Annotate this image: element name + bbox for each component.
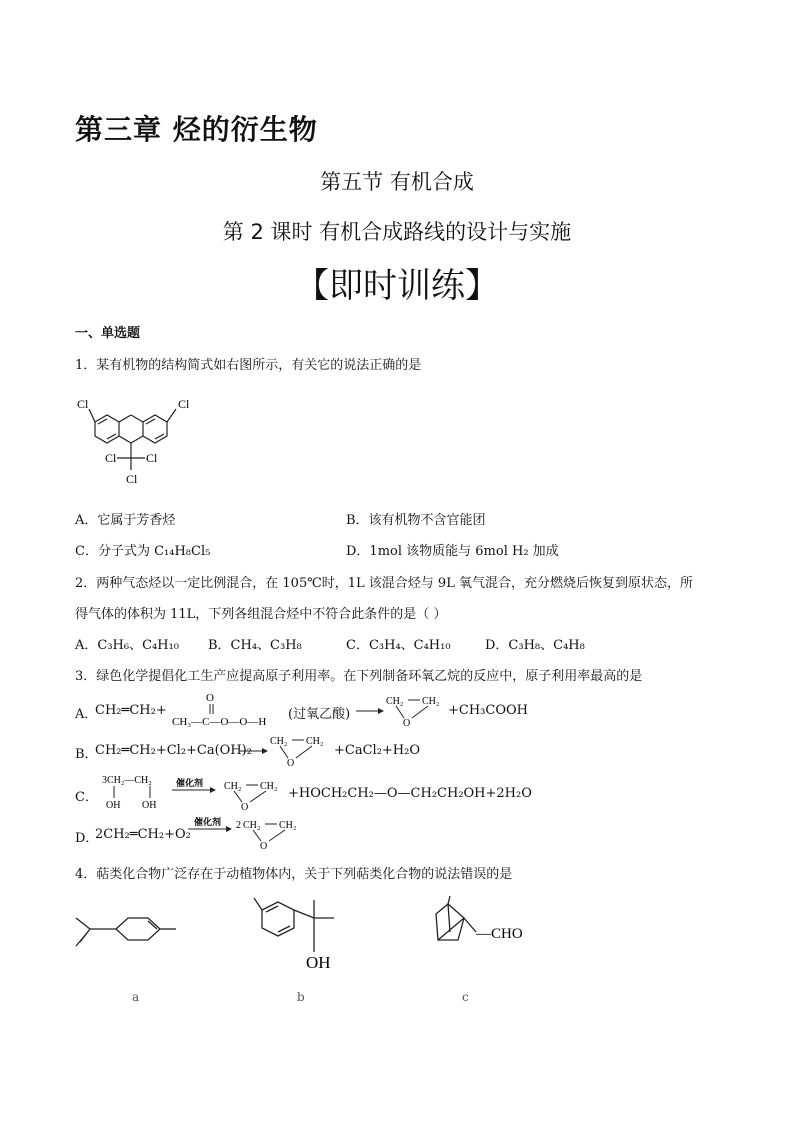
epoxide-ch2-label: CH₂ bbox=[279, 820, 297, 831]
compound-c-label: c bbox=[462, 990, 469, 1004]
catalyst-arrow-and-epoxide-c bbox=[172, 775, 286, 811]
hydroxyl-label: OH bbox=[142, 800, 157, 811]
lesson-title: 第 2 课时 有机合成路线的设计与实施 bbox=[222, 220, 572, 244]
question-1-option-d[interactable]: D．1mol 该物质能与 6mol H₂ 加成 bbox=[346, 544, 559, 559]
aldehyde-label: —CHO bbox=[476, 926, 523, 942]
catalyst-arrow-and-epoxide-d bbox=[188, 814, 312, 850]
arrow-and-epoxide-b bbox=[240, 732, 332, 768]
chlorine-label: Cl bbox=[105, 451, 117, 465]
epoxide-ch2-label: CH₂ bbox=[243, 820, 261, 831]
epoxide-ch2-label: CH₂ bbox=[386, 696, 404, 707]
question-3-option-a-reactant: CH₂═CH₂+ bbox=[95, 703, 167, 718]
epoxide-ch2-label: CH₂ bbox=[306, 736, 324, 747]
carbonyl-oxygen: O bbox=[206, 692, 214, 704]
epoxide-oxygen-label: O bbox=[403, 718, 411, 728]
section-title: 第五节 有机合成 bbox=[320, 170, 474, 194]
practice-banner: 【即时训练】 bbox=[295, 266, 499, 306]
question-1-option-b[interactable]: B．该有机物不含官能团 bbox=[346, 513, 486, 528]
chlorine-label: Cl bbox=[146, 451, 158, 465]
question-2-stem-line2: 得气体的体积为 11L，下列各组混合烃中不符合此条件的是（ ） bbox=[75, 607, 447, 622]
question-2-option-c[interactable]: C．C₃H₄、C₄H₁₀ bbox=[346, 638, 451, 653]
question-3-option-c-label[interactable]: C． bbox=[75, 790, 98, 805]
chlorine-label: Cl bbox=[178, 397, 190, 411]
chlorine-label: Cl bbox=[77, 397, 89, 411]
question-3-option-d-reactant: 2CH₂═CH₂+O₂ bbox=[95, 827, 191, 842]
question-3-option-d-label[interactable]: D． bbox=[75, 831, 99, 846]
question-1-stem: 1．某有机物的结构简式如右图所示，有关它的说法正确的是 bbox=[75, 358, 422, 373]
question-2-option-d[interactable]: D．C₃H₈、C₄H₈ bbox=[485, 638, 585, 653]
hydroxyl-label: OH bbox=[106, 800, 121, 811]
arrow-and-epoxide-a bbox=[356, 692, 448, 728]
catalyst-label: 催化剂 bbox=[176, 778, 204, 788]
question-3-option-a-product: +CH₃COOH bbox=[448, 703, 528, 718]
epoxide-oxygen-label: O bbox=[241, 802, 249, 811]
question-type-heading: 一、单选题 bbox=[75, 326, 141, 341]
compound-a-label: a bbox=[132, 990, 140, 1004]
catalyst-label: 催化剂 bbox=[194, 817, 222, 827]
question-3-option-a-note: (过氧乙酸) bbox=[288, 707, 351, 722]
compound-b-label: b bbox=[297, 990, 305, 1004]
peracetic-acid-structure bbox=[172, 690, 288, 730]
compound-c-structure bbox=[420, 892, 524, 956]
question-1-option-c[interactable]: C．分子式为 C₁₄H₈Cl₅ bbox=[75, 544, 211, 559]
compound-b-structure bbox=[248, 892, 358, 976]
hydroxyl-label: OH bbox=[306, 953, 331, 972]
chlorine-label: Cl bbox=[126, 472, 138, 486]
question-3-option-b-reactant: CH₂═CH₂+Cl₂+Ca(OH)₂ bbox=[95, 743, 252, 758]
epoxide-ch2-label: CH₂ bbox=[422, 696, 440, 707]
epoxide-oxygen-label: O bbox=[260, 841, 268, 850]
ethylene-glycol-formula: 3CH₂—CH₂ bbox=[102, 775, 152, 786]
epoxide-oxygen-label: O bbox=[287, 758, 295, 768]
compound-a-structure bbox=[72, 896, 182, 956]
question-3-option-a-label[interactable]: A． bbox=[75, 707, 98, 722]
question-2-option-b[interactable]: B．CH₄、C₃H₈ bbox=[208, 638, 302, 653]
question-3-option-c-product: +HOCH₂CH₂—O—CH₂CH₂OH+2H₂O bbox=[288, 786, 532, 801]
coefficient-label: 2 bbox=[236, 820, 241, 831]
peracetic-acid-formula: CH₃—C—O—O—H bbox=[172, 716, 267, 728]
question-3-option-b-label[interactable]: B． bbox=[75, 747, 98, 762]
question-2-stem-line1: 2．两种气态烃以一定比例混合，在 105℃时，1L 该混合烃与 9L 氧气混合，充分燃烧后恢复到原状态，所 bbox=[75, 576, 693, 591]
question-3-stem: 3．绿色化学提倡化工生产应提高原子利用率。在下列制备环氧乙烷的反应中，原子利用率最高的是 bbox=[75, 669, 643, 684]
ethylene-glycol-structure bbox=[100, 772, 172, 812]
epoxide-ch2-label: CH₂ bbox=[224, 781, 242, 792]
epoxide-ch2-label: CH₂ bbox=[260, 781, 278, 792]
question-3-option-b-product: +CaCl₂+H₂O bbox=[334, 743, 421, 758]
question-1-option-a[interactable]: A．它属于芳香烃 bbox=[75, 513, 176, 528]
question-2-option-a[interactable]: A．C₃H₆、C₄H₁₀ bbox=[75, 638, 180, 653]
epoxide-ch2-label: CH₂ bbox=[270, 736, 288, 747]
question-4-stem: 4．萜类化合物广泛存在于动植物体内，关于下列萜类化合物的说法错误的是 bbox=[75, 867, 513, 882]
question-1-structure bbox=[75, 392, 205, 488]
chapter-title: 第三章 烃的衍生物 bbox=[75, 113, 318, 146]
